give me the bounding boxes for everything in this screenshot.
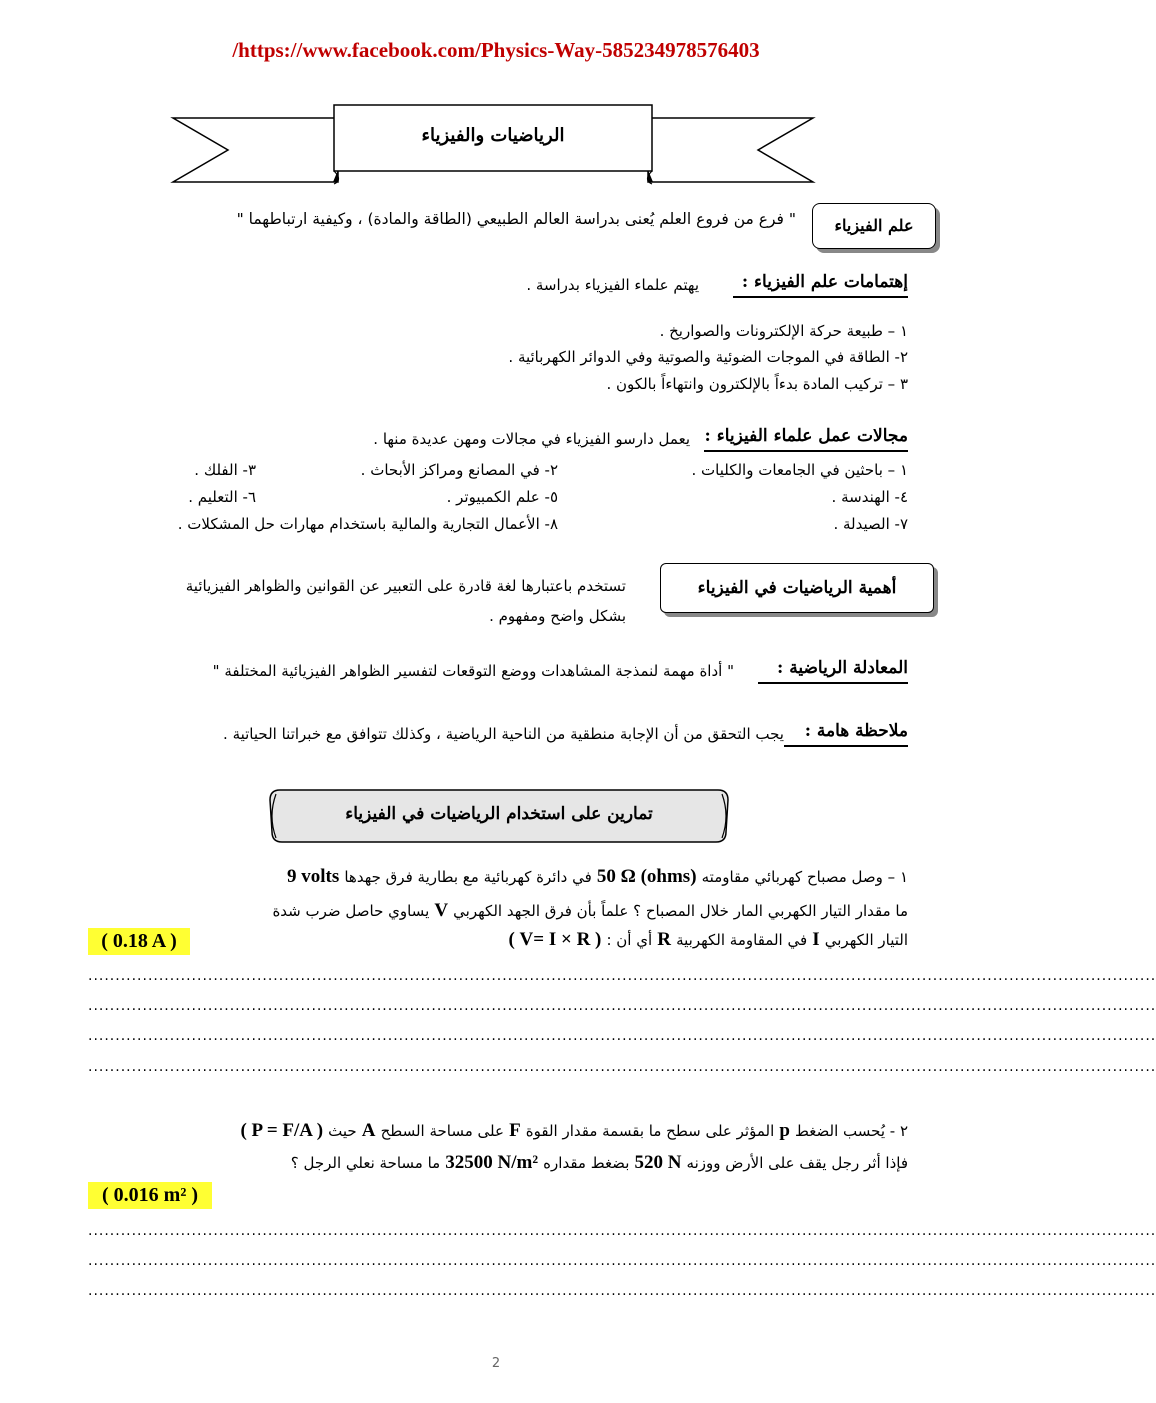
ex1-line2-symbol: V [434, 900, 449, 921]
fields-intro: يعمل دارسو الفيزياء في مجالات ومهن عديدة منها . [373, 430, 690, 448]
ribbon-right-tail [648, 118, 813, 182]
interest-item-2: ٢- الطاقة في الموجات الضوئية والصوتية وفي الدوائر الكهربائية . [508, 348, 908, 366]
interests-intro: يهتم علماء الفيزياء بدراسة . [526, 276, 699, 294]
page-number: 2 [491, 1356, 501, 1371]
ex2-area-symbol: A [361, 1120, 376, 1141]
ex2-text-d: حيث [328, 1122, 357, 1140]
field-item-2: ٢- في المصانع ومراكز الأبحاث . [360, 461, 558, 479]
interests-label: إهتمامات علم الفيزياء : [733, 272, 908, 298]
ex1-text-b: في دائرة كهربائية مع بطارية فرق جهدها [344, 868, 592, 886]
interest-item-3: ٣ – تركيب المادة بدءاً بالإلكترون وانتهاءاً بالكون . [606, 375, 908, 393]
exercise-1-line-1 [287, 866, 908, 888]
banner-title: الرياضيات والفيزياء [421, 125, 565, 146]
ex1-formula: ( V= I × R ) [508, 929, 602, 950]
answer-line[interactable]: .................................................................................................................................................................................................... [88, 1059, 1156, 1075]
ex2-pressure-value: 32500 N/m² [445, 1152, 539, 1173]
ribbon-left-tail [173, 118, 338, 182]
ex1-resistance: 50 Ω (ohms) [596, 866, 697, 887]
equation-label: المعادلة الرياضية : [758, 658, 908, 684]
importance-label: أهمية الرياضيات في الفيزياء [660, 563, 934, 613]
field-item-4: ٤- الهندسة . [831, 488, 908, 506]
note-label: ملاحظة هامة : [784, 721, 908, 747]
exercises-title: تمارين على استخدام الرياضيات في الفيزياء [345, 804, 653, 824]
fields-label: مجالات عمل علماء الفيزياء : [704, 426, 908, 452]
exercise-1-line-3 [508, 929, 908, 951]
ex2-text-c: على مساحة السطح [380, 1122, 504, 1140]
interest-item-1: ١ – طبيعة حركة الإلكترونات والصواريخ . [659, 322, 908, 340]
answer-line[interactable]: .................................................................................................................................................................................................... [88, 1283, 1156, 1299]
ex2-weight: 520 N [634, 1152, 682, 1173]
ex2-formula: ( P = F/A ) [240, 1120, 324, 1141]
ex2-line2-a: فإذا أثر رجل يقف على الأرض ووزنه [686, 1154, 908, 1172]
ex2-text-a: ٢ - يُحسب الضغط [795, 1122, 908, 1140]
field-item-3: ٣- الفلك . [194, 461, 256, 479]
exercise-1-line-2 [272, 900, 908, 922]
ex2-text-b: المؤثر على سطح ما بقسمة مقدار القوة [525, 1122, 775, 1140]
importance-line-2: بشكل واضح ومفهوم . [489, 607, 626, 625]
ex1-line3-b: في المقاومة الكهربية [676, 931, 808, 949]
ex1-line2-end: يساوي حاصل ضرب شدة [272, 902, 430, 920]
exercise-2-line-1 [240, 1120, 908, 1142]
equation-text: " أداة مهمة لنمذجة المشاهدات ووضع التوقعات لتفسير الظواهر الفيزيائية المختلفة " [212, 662, 734, 680]
ex2-line2-b: بضغط مقداره [543, 1154, 630, 1172]
field-item-1: ١ – باحثين في الجامعات والكليات . [691, 461, 908, 479]
ex1-text-a: ١ – وصل مصباح كهربائي مقاومته [701, 868, 908, 886]
answer-line[interactable]: .................................................................................................................................................................................................... [88, 1253, 1156, 1269]
field-item-6: ٦- التعليم . [188, 488, 256, 506]
exercise-2-answer: ( 0.016 m² ) [88, 1182, 212, 1209]
field-item-5: ٥- علم الكمبيوتر . [446, 488, 558, 506]
ex1-resistance-symbol: R [657, 929, 671, 950]
ex2-force-symbol: F [509, 1120, 521, 1141]
field-item-8: ٨- الأعمال التجارية والمالية باستخدام مهارات حل المشكلات . [177, 515, 558, 533]
exercise-2-line-2 [291, 1152, 908, 1174]
field-item-7: ٧- الصيدلة . [833, 515, 908, 533]
answer-line[interactable]: .................................................................................................................................................................................................... [88, 968, 1156, 984]
ex1-line3-c: أي أن : [606, 931, 653, 949]
ex2-pressure-symbol: p [779, 1120, 790, 1141]
note-text: يجب التحقق من أن الإجابة منطقية من الناحية الرياضية ، وكذلك تتوافق مع خبراتنا الحياتية . [223, 725, 784, 743]
ex1-line2-text: ما مقدار التيار الكهربي المار خلال المصباح ؟ علماً بأن فرق الجهد الكهربي [453, 902, 908, 920]
importance-line-1: تستخدم باعتبارها لغة قادرة على التعبير عن القوانين والظواهر الفيزيائية [185, 577, 626, 595]
exercise-1-answer: ( 0.18 A ) [88, 928, 190, 955]
ex1-voltage: 9 volts [287, 866, 340, 887]
ex1-current-symbol: I [812, 929, 820, 950]
answer-line[interactable]: .................................................................................................................................................................................................... [88, 1028, 1156, 1044]
physics-definition-label: علم الفيزياء [812, 203, 936, 249]
ex1-line3-a: التيار الكهربي [824, 931, 908, 949]
answer-line[interactable]: .................................................................................................................................................................................................... [88, 1223, 1156, 1239]
answer-line[interactable]: .................................................................................................................................................................................................... [88, 998, 1156, 1014]
ex2-line2-c: ما مساحة نعلي الرجل ؟ [290, 1154, 441, 1172]
header-link[interactable]: /https://www.facebook.com/Physics-Way-585234978576403 [232, 38, 760, 62]
physics-definition-text: " فرع من فروع العلم يُعنى بدراسة العالم الطبيعي (الطاقة والمادة) ، وكيفية ارتباطهما " [236, 210, 796, 228]
